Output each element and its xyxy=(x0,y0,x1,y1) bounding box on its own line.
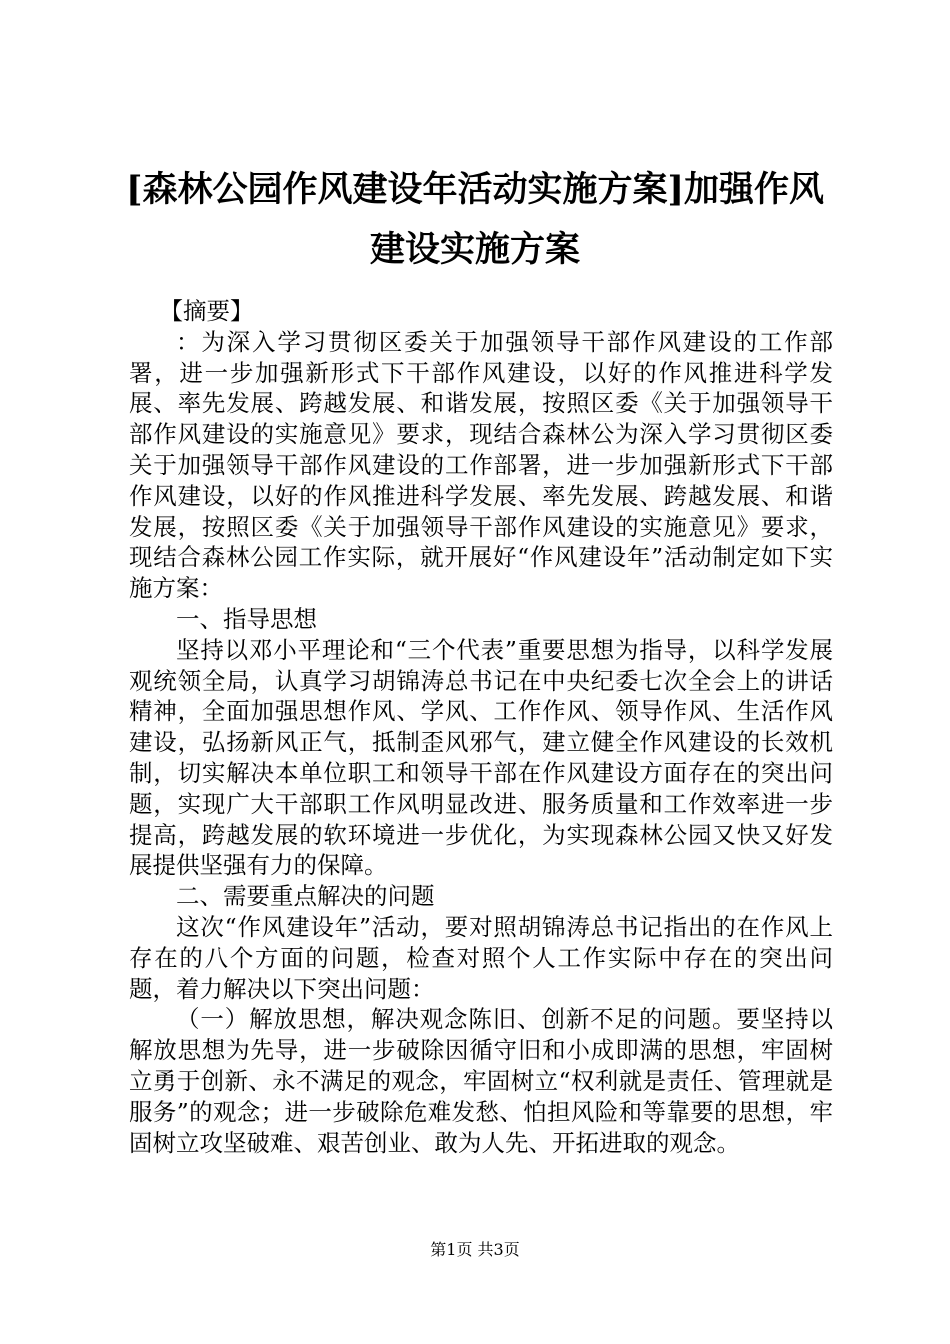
abstract-label: 【摘要】 xyxy=(159,297,254,325)
abstract-paragraph: ：为深入学习贯彻区委关于加强领导干部作风建设的工作部署，进一步加强新形式下干部作风建设，以好的作风推进科学发展、率先发展、跨越发展、和谐发展，按照区委《关于加强领导干部作风建设的实施意见》要求，现结合森林公为深入学习贯彻区委关于加强领导干部作风建设的工作部署，进一步加强新形式下干部作风建设，以好的作风推进科学发展、率先发展、跨越发展、和谐发展，按照区委《关于加强领导干部作风建设的实施意见》要求，现结合森林公园工作实际，就开展好“作风建设年”活动制定如下实施方案： xyxy=(129,327,833,603)
problem-one-paragraph: （一）解放思想，解决观念陈旧、创新不足的问题。要坚持以解放思想为先导，进一步破除因循守旧和小成即满的思想，牢固树立勇于创新、永不满足的观念，牢固树立“权利就是责任、管理就是服务”的观念；进一步破除危难发愁、怕担风险和等靠要的思想，牢固树立攻坚破难、艰苦创业、敢为人先、开拓进取的观念。 xyxy=(129,1005,833,1157)
guiding-thought-paragraph: 坚持以邓小平理论和“三个代表”重要思想为指导，以科学发展观统领全局，认真学习胡锦涛总书记在中央纪委七次全会上的讲话精神，全面加强思想作风、学风、工作作风、领导作风、生活作风建设，弘扬新风正气，抵制歪风邪气，建立健全作风建设的长效机制，切实解决本单位职工和领导干部在作风建设方面存在的突出问题，实现广大干部职工作风明显改进、服务质量和工作效率进一步提高，跨越发展的软环境进一步优化，为实现森林公园又快又好发展提供坚强有力的保障。 xyxy=(129,635,833,880)
section-heading-key-problems: 二、需要重点解决的问题 xyxy=(176,882,435,911)
section-heading-guiding-thought: 一、指导思想 xyxy=(176,604,317,633)
page-footer: 第1页 共3页 xyxy=(430,1240,520,1259)
document-title: [森林公园作风建设年活动实施方案]加强作风建设实施方案 xyxy=(125,169,825,270)
key-problems-intro-paragraph: 这次“作风建设年”活动，要对照胡锦涛总书记指出的在作风上存在的八个方面的问题，检查对照个人工作实际中存在的突出问题，着力解决以下突出问题： xyxy=(129,912,833,1003)
document-body xyxy=(129,296,833,1158)
